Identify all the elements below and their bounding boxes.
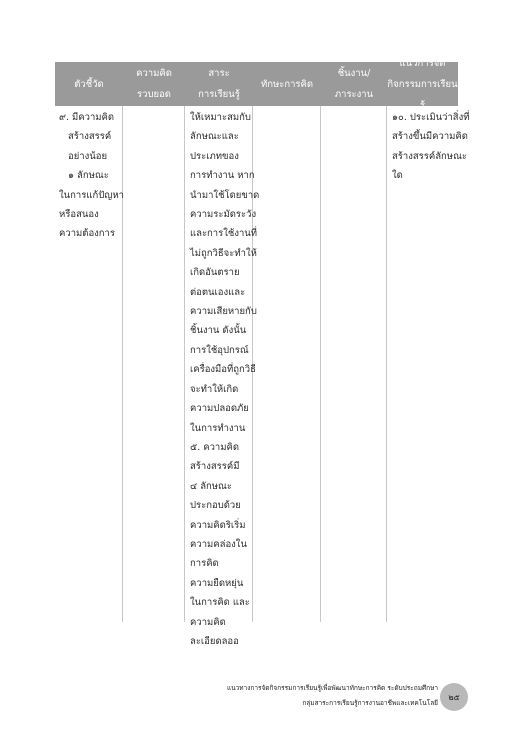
text-line: การใช้อุปกรณ์ [190, 344, 249, 356]
text-line: ความคิด [190, 616, 226, 628]
header-indicator [55, 62, 123, 106]
text-line: สร้างสรรค์มี [190, 461, 240, 473]
text-line: ๑๐. ประเมินว่าสิ่งที่ [392, 112, 470, 123]
text-line: ลักษณะและ [190, 131, 239, 143]
text-line: จะทำให้เกิด [190, 383, 239, 395]
header-label: การเรียนรู้ [198, 89, 240, 100]
text-line: ความคล่องใน [190, 538, 247, 550]
text-line: หรือสนอง [59, 209, 99, 221]
text-line: ความเสียหายกับ [190, 306, 257, 318]
footer-subject: กลุ่มสาระการเรียนรู้การงานอาชีพและเทคโนโลยี [302, 699, 438, 707]
text-line: ในการแก้ปัญหา [59, 189, 124, 201]
header-label: ภาระงาน [334, 89, 374, 100]
text-line: และการใช้งานที่ [190, 228, 258, 240]
text-line: เครื่องมือที่ถูกวิธี [190, 364, 256, 376]
header-label: ตัวชี้วัด [74, 78, 104, 90]
text-line: ความคิดริเริ่ม [190, 519, 246, 531]
cell-indicator [59, 108, 124, 244]
column-divider [321, 106, 387, 622]
text-line: ในการทำงาน [190, 422, 246, 434]
text-line: ความปลอดภัย [190, 403, 249, 415]
header-label: สาระ [208, 68, 230, 79]
header-label: ทักษะการคิด [260, 78, 314, 90]
header-label: ชิ้นงาน/ [337, 68, 371, 79]
text-line: ๙. มีความคิด [59, 112, 115, 123]
text-line: ความยืดหยุ่น [190, 577, 244, 589]
text-line: ความระมัดระวัง [190, 209, 257, 221]
cell-content [190, 108, 259, 651]
header-label: แนวการจัด [399, 57, 446, 69]
text-line: การคิด [190, 558, 219, 570]
cell-activity [392, 108, 469, 186]
text-line: ชิ้นงาน ดังนั้น [190, 325, 247, 337]
table-header [55, 57, 458, 111]
text-line: สร้างขึ้นมีความคิด [392, 131, 468, 143]
text-line: ความต้องการ [59, 228, 115, 240]
text-line: ประเภทของ [190, 150, 239, 162]
header-concept [123, 62, 185, 106]
header-label: ความคิด [136, 68, 172, 79]
text-line: ในการคิด และ [190, 597, 250, 609]
text-line: ต่อตนเองและ [190, 286, 246, 298]
column-divider [253, 106, 321, 622]
text-line: สร้างสรรค์ [68, 131, 112, 143]
text-line: การทำงาน หาก [190, 170, 255, 182]
header-task [321, 62, 387, 106]
text-line: ประกอบด้วย [190, 500, 241, 512]
text-line: เกิดอันตราย [190, 267, 240, 279]
header-label: กิจกรรมการเรียนรู้ [387, 78, 458, 111]
page-footer [227, 681, 438, 711]
text-line: สร้างสรรค์ลักษณะ [392, 150, 467, 162]
header-thinking-skill [253, 62, 321, 106]
text-line: ใด [392, 170, 403, 182]
text-line: ๕. ความคิด [190, 441, 240, 453]
page-number: ๒๕ [440, 683, 468, 711]
footer-book-title: แนวทางการจัดกิจกรรมการเรียนรู้เพื่อพัฒนาทักษะการคิด ระดับประถมศึกษา [227, 684, 438, 692]
header-activity [387, 57, 458, 111]
text-line: ๔ ลักษณะ [190, 480, 232, 492]
text-line: ละเอียดลออ [190, 635, 239, 647]
text-line: ไม่ถูกวิธีจะทำให้ [190, 247, 257, 259]
header-content [185, 62, 253, 106]
text-line: ๑ ลักษณะ [68, 170, 109, 182]
header-label: รวบยอด [137, 89, 171, 100]
text-line: นำมาใช้โดยขาด [190, 189, 260, 201]
text-line: ให้เหมาะสมกับ [190, 112, 251, 123]
curriculum-table [55, 57, 470, 647]
text-line: อย่างน้อย [68, 150, 108, 162]
column-divider [123, 106, 185, 622]
